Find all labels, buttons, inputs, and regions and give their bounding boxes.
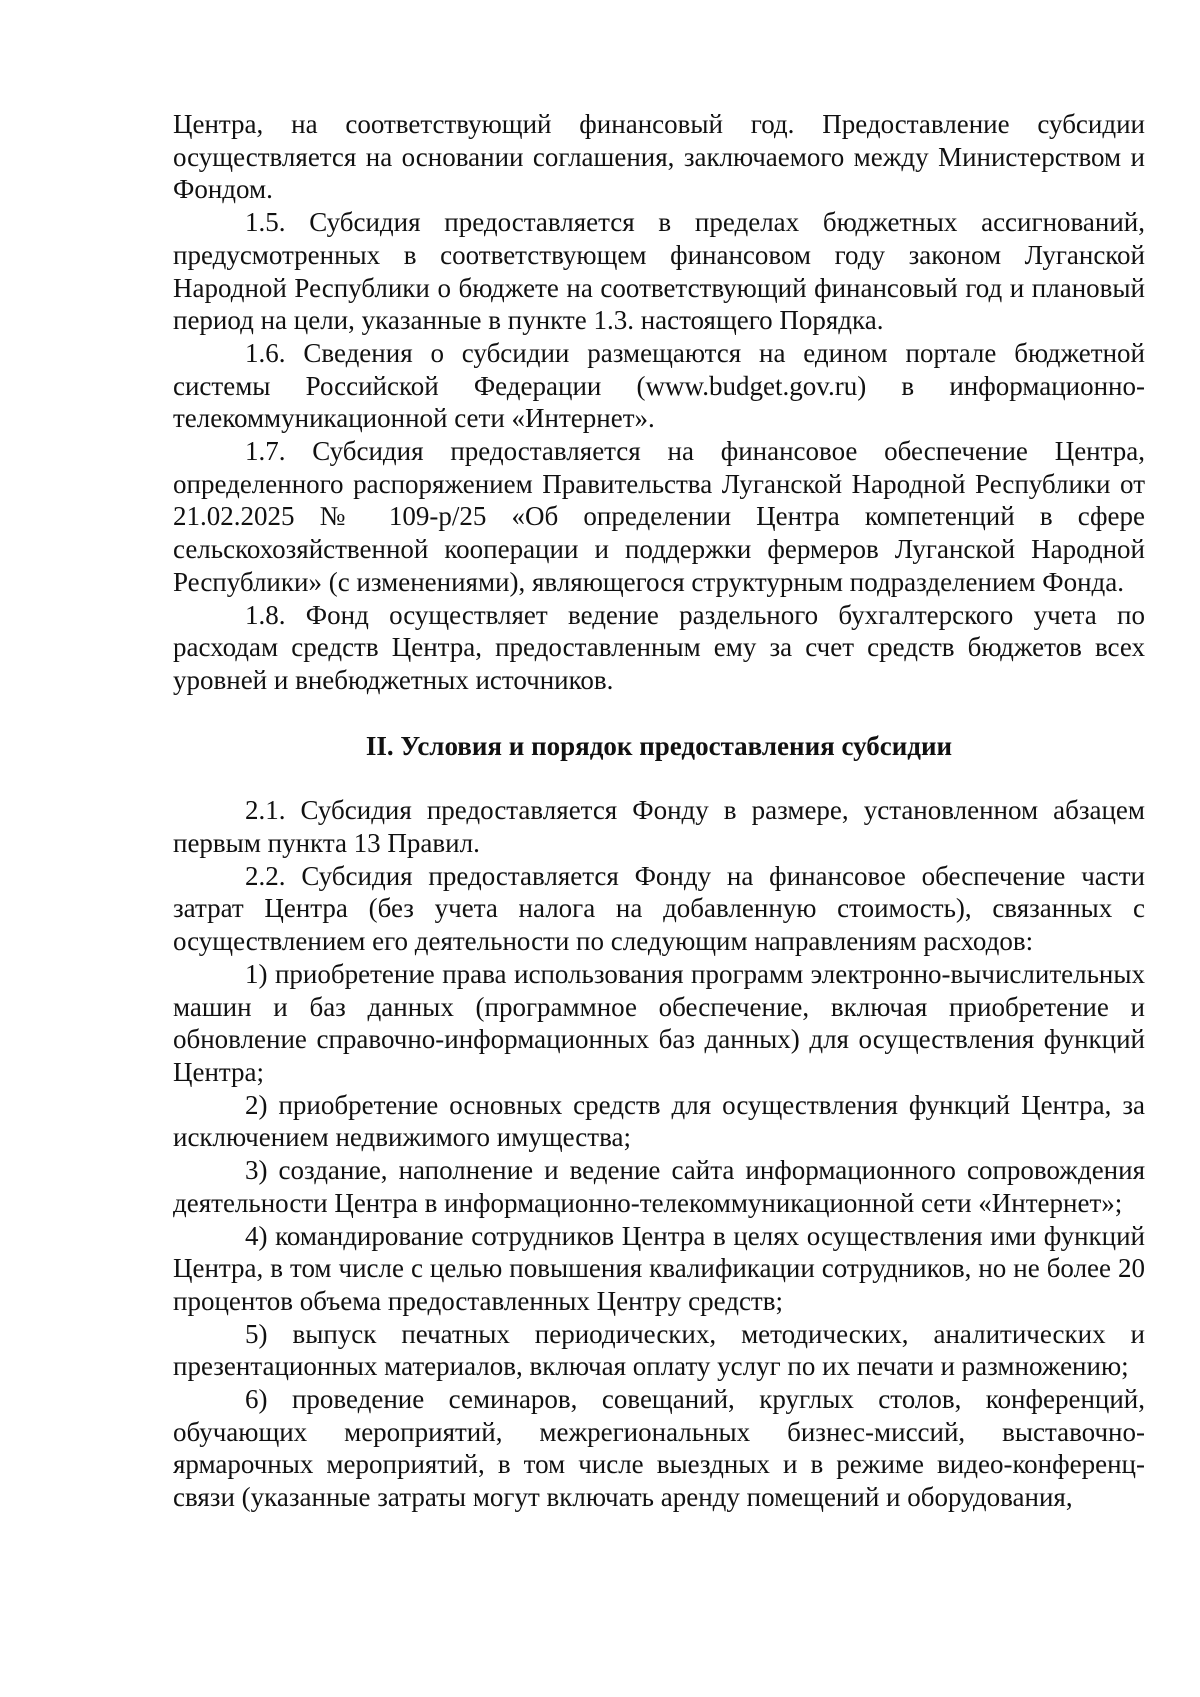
paragraph-1-7: 1.7. Субсидия предоставляется на финансовое обеспечение Центра, определенного распоряжением Правительства Луганской Народной Республики от 21.02.2025 № 109-р/25 «Об определении Центра компетенций в сфере сельскохозяйственной кооперации и поддержки фермеров Луганской Народной Республики» (с изменениями), являющегося структурным подразделением Фонда. (173, 436, 1145, 597)
list-item-3: 3) создание, наполнение и ведение сайта информационного сопровождения деятельности Центра в информационно-телекоммуникационной сети «Интернет»; (173, 1155, 1145, 1218)
list-item-6: 6) проведение семинаров, совещаний, круглых столов, конференций, обучающих мероприятий, межрегиональных бизнес-миссий, выставочно-ярмарочных мероприятий, в том числе выездных и в режиме видео-конференц-связи (указанные затраты могут включать аренду помещений и оборудования, (173, 1384, 1145, 1513)
paragraph-1-5: 1.5. Субсидия предоставляется в пределах бюджетных ассигнований, предусмотренных в соответствующем финансовом году законом Луганской Народной Республики о бюджете на соответствующий финансовый год и плановый период на цели, указанные в пункте 1.3. настоящего Порядка. (173, 207, 1145, 336)
paragraph-2-2: 2.2. Субсидия предоставляется Фонду на финансовое обеспечение части затрат Центра (без учета налога на добавленную стоимость), связанных с осуществлением его деятельности по следующим направлениям расходов: (173, 860, 1145, 957)
paragraph-continuation: Центра, на соответствующий финансовый год. Предоставление субсидии осуществляется на основании соглашения, заключаемого между Министерством и Фондом. (173, 109, 1145, 205)
section-heading: II. Условия и порядок предоставления субсидии (365, 730, 953, 761)
paragraph-1-6: 1.6. Сведения о субсидии размещаются на едином портале бюджетной системы Российской Федерации (www.budget.gov.ru) в информационно-телекоммуникационной сети «Интернет». (173, 337, 1145, 434)
document-page (173, 108, 1145, 1514)
paragraph-1-8: 1.8. Фонд осуществляет ведение раздельного бухгалтерского учета по расходам средств Центра, предоставленным ему за счет средств бюджетов всех уровней и внебюджетных источников. (173, 599, 1145, 695)
paragraph-2-1: 2.1. Субсидия предоставляется Фонду в размере, установленном абзацем первым пункта 13 Правил. (173, 795, 1145, 859)
list-item-2: 2) приобретение основных средств для осуществления функций Центра, за исключением недвижимого имущества; (173, 1089, 1145, 1153)
list-item-1: 1) приобретение права использования программ электронно-вычислительных машин и баз данных (программное обеспечение, включая приобретение и обновление справочно-информационных баз данных) для осуществления функций Центра; (173, 958, 1145, 1087)
list-item-4: 4) командирование сотрудников Центра в целях осуществления ими функций Центра, в том числе с целью повышения квалификации сотрудников, но не более 20 процентов объема предоставленных Центру средств; (173, 1220, 1145, 1316)
list-item-5: 5) выпуск печатных периодических, методических, аналитических и презентационных материалов, включая оплату услуг по их печати и размножению; (173, 1318, 1145, 1382)
